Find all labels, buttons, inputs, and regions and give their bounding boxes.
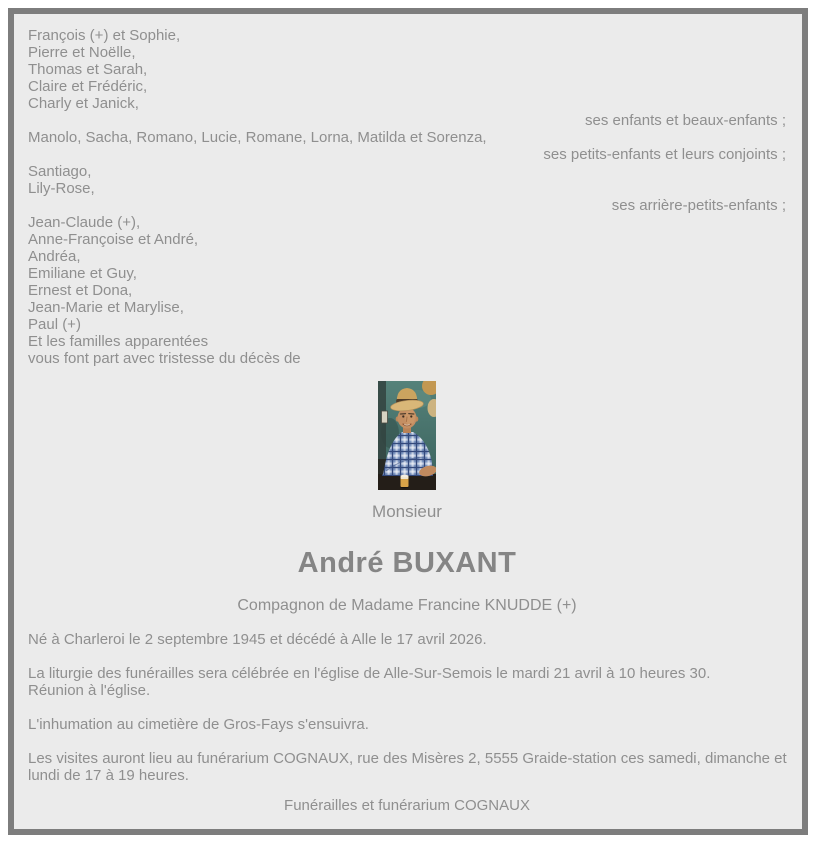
family-line: Et les familles apparentées	[28, 333, 209, 350]
family-line: Anne-Françoise et André,	[28, 231, 199, 248]
announcement-intro-line: vous font part avec tristesse du décès de	[28, 350, 301, 367]
portrait-photo-image	[378, 381, 436, 490]
paragraph-liturgy	[28, 665, 786, 699]
paragraph-visits	[28, 750, 786, 784]
family-line: Jean-Claude (+),	[28, 214, 141, 231]
family-announcement-block	[28, 27, 786, 367]
relation-label-great-grandchildren: ses arrière-petits-enfants ;	[611, 197, 786, 214]
paragraph-line: Réunion à l'église.	[28, 682, 151, 699]
portrait-photo	[378, 381, 436, 490]
relation-line: Compagnon de Madame Francine KNUDDE (+)	[237, 597, 577, 614]
family-line: Emiliane et Guy,	[28, 265, 137, 282]
family-line: Jean-Marie et Marylise,	[28, 299, 184, 316]
family-line: Charly et Janick,	[28, 95, 139, 112]
family-line: Ernest et Dona,	[28, 282, 133, 299]
relation-label-grandchildren: ses petits-enfants et leurs conjoints ;	[543, 146, 786, 163]
deceased-name: André BUXANT	[297, 547, 517, 579]
family-line: Claire et Frédéric,	[28, 78, 148, 95]
photo-beer-glass	[400, 475, 409, 489]
paragraph-line: Né à Charleroi le 2 septembre 1945 et décédé à Alle le 17 avril 2026.	[28, 631, 487, 648]
funeral-details-block	[28, 631, 786, 784]
family-line: Santiago,	[28, 163, 92, 180]
family-line: Manolo, Sacha, Romano, Lucie, Romane, Lorna, Matilda et Sorenza,	[28, 129, 487, 146]
memorial-announcement-card	[8, 8, 808, 835]
family-line: Thomas et Sarah,	[28, 61, 148, 78]
family-line: Pierre et Noëlle,	[28, 44, 136, 61]
honorific-title: Monsieur	[372, 502, 442, 521]
paragraph-burial	[28, 716, 786, 733]
family-line: Paul (+)	[28, 316, 81, 333]
paragraph-birth-death	[28, 631, 786, 648]
relation-label-children: ses enfants et beaux-enfants ;	[585, 112, 786, 129]
family-line: Andréa,	[28, 248, 81, 265]
family-line: François (+) et Sophie,	[28, 27, 181, 44]
paragraph-line: lundi de 17 à 19 heures.	[28, 767, 189, 784]
paragraph-line: La liturgie des funérailles sera célébrée en l'église de Alle-Sur-Semois le mardi 21 avril à 10 heures 30.	[28, 665, 711, 682]
paragraph-line: L'inhumation au cimetière de Gros-Fays s'ensuivra.	[28, 716, 369, 733]
family-line: Lily-Rose,	[28, 180, 95, 197]
paragraph-line: Les visites auront lieu au funérarium COGNAUX, rue des Misères 2, 5555 Graide-station ces samedi, dimanche et	[28, 750, 787, 767]
funeral-home-footer: Funérailles et funérarium COGNAUX	[284, 797, 530, 814]
